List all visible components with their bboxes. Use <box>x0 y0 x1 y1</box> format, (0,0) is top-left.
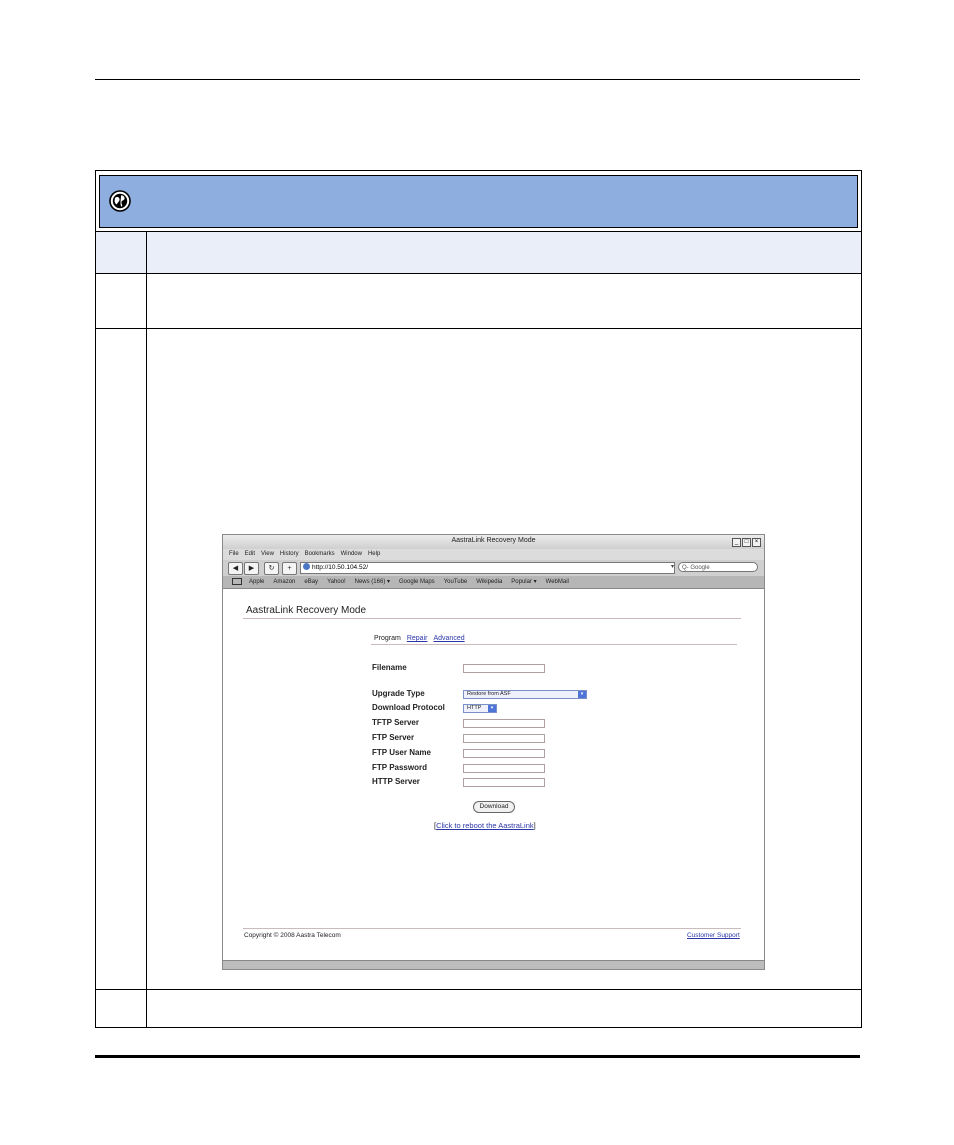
bookmark-item[interactable]: News (166) ▾ <box>354 579 390 585</box>
step-cell <box>96 990 147 1027</box>
ftp-user-name-input[interactable] <box>463 749 545 758</box>
browser-screenshot <box>222 534 765 970</box>
top-rule <box>95 79 860 80</box>
step-cell <box>96 329 147 989</box>
http-server-input[interactable] <box>463 778 545 787</box>
menu-bookmarks[interactable]: Bookmarks <box>304 551 335 557</box>
tab-advanced[interactable]: Advanced <box>433 635 465 642</box>
upgrade-type-label: Upgrade Type <box>372 689 425 698</box>
ftp-password-label: FTP Password <box>372 763 427 772</box>
copyright-text: Copyright © 2008 Aastra Telecom <box>244 932 341 939</box>
download-button[interactable]: Download <box>473 801 515 813</box>
chevron-down-icon[interactable]: ▾ <box>671 564 675 570</box>
bookmark-item[interactable]: WebMail <box>545 579 569 585</box>
window-title: AastraLink Recovery Mode <box>451 537 536 544</box>
bookmark-item[interactable]: Wikipedia <box>476 579 503 585</box>
upgrade-type-value: Restore from ASF <box>467 691 511 697</box>
bottom-rule <box>95 1055 860 1058</box>
status-bar <box>223 960 764 969</box>
menu-window[interactable]: Window <box>340 551 362 557</box>
site-icon <box>303 563 310 570</box>
reboot-line <box>434 821 536 830</box>
menu-help[interactable]: Help <box>367 551 381 557</box>
table-row <box>95 274 862 329</box>
book-icon[interactable] <box>232 578 242 585</box>
reboot-bracket-open: [ <box>434 821 437 830</box>
chevron-down-icon: ▾ <box>578 691 586 698</box>
tab-program[interactable]: Program <box>374 635 401 642</box>
ftp-password-input[interactable] <box>463 764 545 773</box>
page-title: AastraLink Recovery Mode <box>246 605 367 616</box>
menu-file[interactable]: File <box>229 551 239 557</box>
tab-bar <box>374 635 471 642</box>
download-protocol-label: Download Protocol <box>372 703 445 712</box>
table-header <box>95 170 862 232</box>
bookmark-item[interactable]: YouTube <box>443 579 468 585</box>
bookmark-item[interactable]: Popular ▾ <box>511 579 537 585</box>
step-cell <box>96 232 147 273</box>
download-protocol-value: HTTP <box>467 705 482 711</box>
chevron-down-icon: ▾ <box>488 705 496 712</box>
minimize-icon[interactable]: _ <box>732 538 741 547</box>
http-server-label: HTTP Server <box>372 777 420 786</box>
ftp-server-label: FTP Server <box>372 733 415 742</box>
reload-icon[interactable]: ↻ <box>264 562 279 575</box>
address-text: http://10.50.104.52/ <box>312 564 369 571</box>
bookmark-item[interactable]: eBay <box>304 579 319 585</box>
filename-input[interactable] <box>463 664 545 673</box>
upgrade-type-select[interactable] <box>463 690 587 699</box>
filename-label: Filename <box>372 663 407 672</box>
bookmarks-bar <box>223 576 764 589</box>
tab-repair[interactable]: Repair <box>406 635 428 642</box>
step-cell <box>96 274 147 328</box>
table-header-band <box>99 175 858 228</box>
divider <box>371 644 737 645</box>
maximize-icon[interactable]: □ <box>742 538 751 547</box>
globe-icon <box>109 190 131 212</box>
back-icon[interactable]: ◀ <box>228 562 243 575</box>
table-row <box>95 232 862 274</box>
search-input[interactable]: Q- Google <box>678 562 758 572</box>
bookmark-list <box>249 576 578 588</box>
divider <box>243 618 741 619</box>
title-bar <box>223 535 764 549</box>
ftp-server-input[interactable] <box>463 734 545 743</box>
divider <box>243 928 741 929</box>
customer-support-link[interactable]: Customer Support <box>687 932 740 939</box>
tftp-server-input[interactable] <box>463 719 545 728</box>
menu-edit[interactable]: Edit <box>244 551 256 557</box>
reboot-link[interactable]: Click to reboot the AastraLink <box>436 821 534 830</box>
add-bookmark-icon[interactable]: + <box>282 562 297 575</box>
bookmark-item[interactable]: Amazon <box>273 579 296 585</box>
bookmark-item[interactable]: Google Maps <box>399 579 435 585</box>
bookmark-item[interactable]: Apple <box>249 579 265 585</box>
menu-view[interactable]: View <box>261 551 274 557</box>
menu-bar <box>223 549 764 560</box>
download-protocol-select[interactable] <box>463 704 497 713</box>
browser-toolbar <box>223 560 764 576</box>
tftp-server-label: TFTP Server <box>372 718 419 727</box>
close-icon[interactable]: × <box>752 538 761 547</box>
table-row <box>95 990 862 1028</box>
address-bar[interactable] <box>300 562 675 574</box>
menu-history[interactable]: History <box>279 551 299 557</box>
forward-icon[interactable]: ▶ <box>244 562 259 575</box>
ftp-user-name-label: FTP User Name <box>372 748 431 757</box>
reboot-bracket-close: ] <box>533 821 536 830</box>
bookmark-item[interactable]: Yahoo! <box>327 579 346 585</box>
